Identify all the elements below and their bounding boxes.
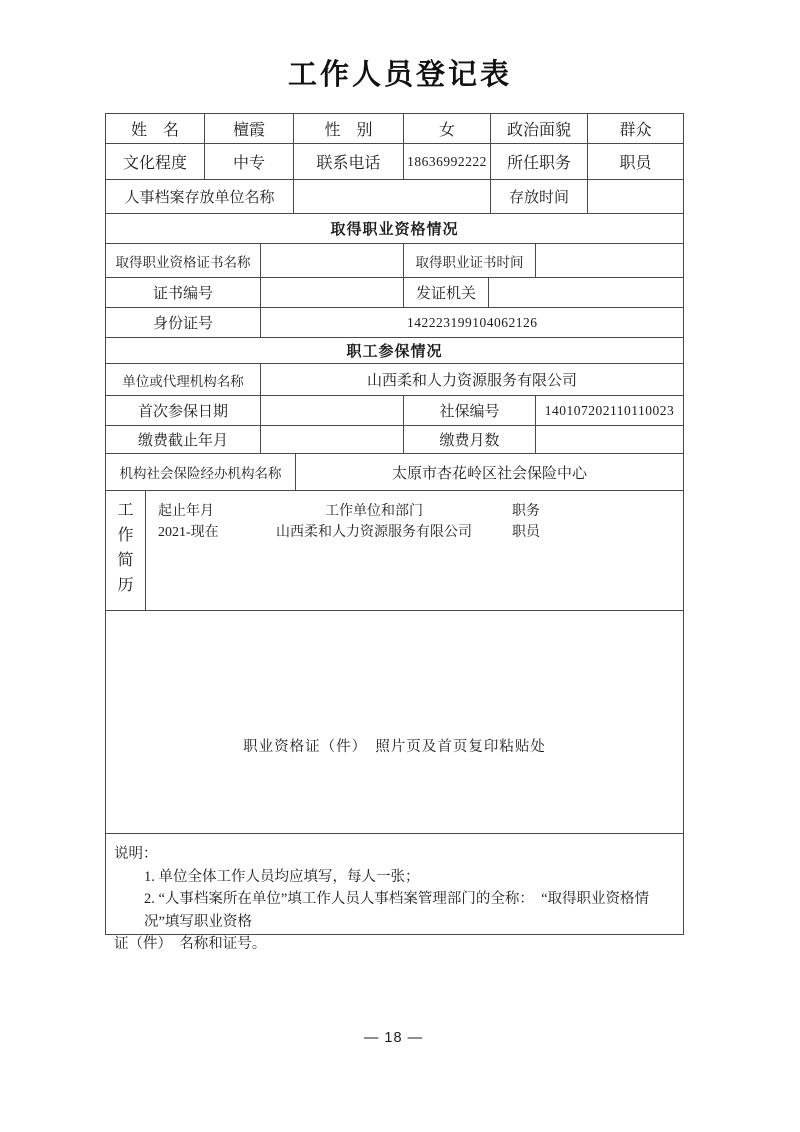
gender-value: 女: [404, 114, 491, 143]
pay-until-label: 缴费截止年月: [106, 426, 261, 453]
gender-label: 性 别: [294, 114, 404, 143]
political-status-label: 政治面貌: [491, 114, 588, 143]
work-history-col-duty: 职务: [512, 504, 540, 519]
phone-label: 联系电话: [294, 144, 404, 179]
ss-number-label: 社保编号: [404, 396, 536, 425]
registration-form-table: [105, 113, 684, 952]
work-history-label-char: 工: [117, 502, 134, 519]
work-history-header-row: [146, 501, 702, 522]
row-payment: [106, 426, 683, 454]
row-basic-2: [106, 144, 683, 180]
work-history-content: [146, 491, 702, 610]
archive-time-value: [588, 180, 683, 213]
work-history-period: 2021-现在: [158, 525, 219, 540]
pay-months-value: [536, 426, 683, 453]
work-history-col-unit: 工作单位和部门: [325, 504, 423, 519]
duty-value: 职员: [619, 155, 652, 172]
work-history-unit: 山西柔和人力资源服务有限公司: [276, 525, 472, 540]
row-id-number: [106, 308, 683, 338]
education-label: 文化程度: [106, 144, 205, 179]
id-number-label: 身份证号: [106, 308, 261, 337]
qualification-section-title: 取得职业资格情况: [330, 222, 459, 238]
issuing-authority-label: 发证机关: [404, 278, 489, 307]
row-qualification-header: [106, 214, 683, 244]
row-work-history: [106, 491, 683, 611]
row-cert-no: [106, 278, 683, 308]
page-number: — 18 —: [363, 1030, 424, 1046]
row-ss-office: [106, 454, 683, 491]
row-archive: [106, 180, 683, 214]
row-insurance-header: [106, 338, 683, 364]
row-first-insured: [106, 396, 683, 426]
cert-no-label: 证书编号: [106, 278, 261, 307]
notes-line-1: 1. 单位全体工作人员均应填写，每人一张；: [144, 868, 420, 885]
page-title: 工作人员登记表: [287, 59, 512, 91]
work-history-label-char: 历: [117, 577, 134, 594]
issuing-authority-value: [489, 278, 683, 307]
archive-time-label: 存放时间: [491, 180, 588, 213]
cert-name-label: 取得职业资格证书名称: [106, 244, 261, 277]
agency-value: 山西柔和人力资源服务有限公司: [366, 373, 577, 389]
insurance-section-title: 职工参保情况: [346, 344, 443, 360]
cert-time-value: [536, 244, 683, 277]
notes-heading: 说明：: [114, 846, 158, 862]
cert-name-value: [261, 244, 404, 277]
archive-unit-label: 人事档案存放单位名称: [106, 180, 294, 213]
ss-office-value: 太原市杏花岭区社会保险中心: [391, 465, 587, 482]
photo-paste-area: 职业资格证（件） 照片页及首页复印粘贴处: [243, 738, 546, 755]
phone-value: 18636992222: [404, 144, 491, 179]
work-history-label-char: 简: [117, 552, 134, 569]
ss-number-value: 140107202110110023: [544, 402, 675, 418]
first-insured-value: [261, 396, 404, 425]
notes-area: [106, 834, 683, 952]
cert-no-value: [261, 278, 404, 307]
duty-label: 所任职务: [491, 144, 588, 179]
archive-unit-value: [294, 180, 491, 213]
political-status-value: 群众: [619, 122, 652, 139]
row-cert-name: [106, 244, 683, 278]
work-history-vertical-label: [106, 491, 146, 610]
row-photo-area: [106, 611, 683, 834]
name-value: 檀霞: [205, 114, 294, 143]
pay-until-value: [261, 426, 404, 453]
education-value: 中专: [205, 144, 294, 179]
id-number-value: 142223199104062126: [407, 314, 538, 330]
first-insured-label: 首次参保日期: [106, 396, 261, 425]
agency-label: 单位或代理机构名称: [106, 364, 261, 395]
name-label: 姓 名: [106, 114, 205, 143]
ss-office-label: 机构社会保险经办机构名称: [106, 454, 296, 490]
work-history-duty: 职员: [512, 525, 540, 540]
cert-time-label: 取得职业证书时间: [404, 244, 536, 277]
work-history-col-period: 起止年月: [158, 504, 214, 519]
notes-line-2: 2. “人事档案所在单位”填工作人员人事档案管理部门的全称： “取得职业资格情况”填写职业资格: [144, 891, 650, 930]
row-notes: [106, 834, 683, 952]
pay-months-label: 缴费月数: [404, 426, 536, 453]
notes-line-3: 证（件） 名称和证号。: [114, 936, 267, 952]
work-history-label-char: 作: [117, 527, 134, 544]
work-history-row: [146, 522, 702, 543]
row-basic-1: [106, 114, 683, 144]
row-agency: [106, 364, 683, 396]
